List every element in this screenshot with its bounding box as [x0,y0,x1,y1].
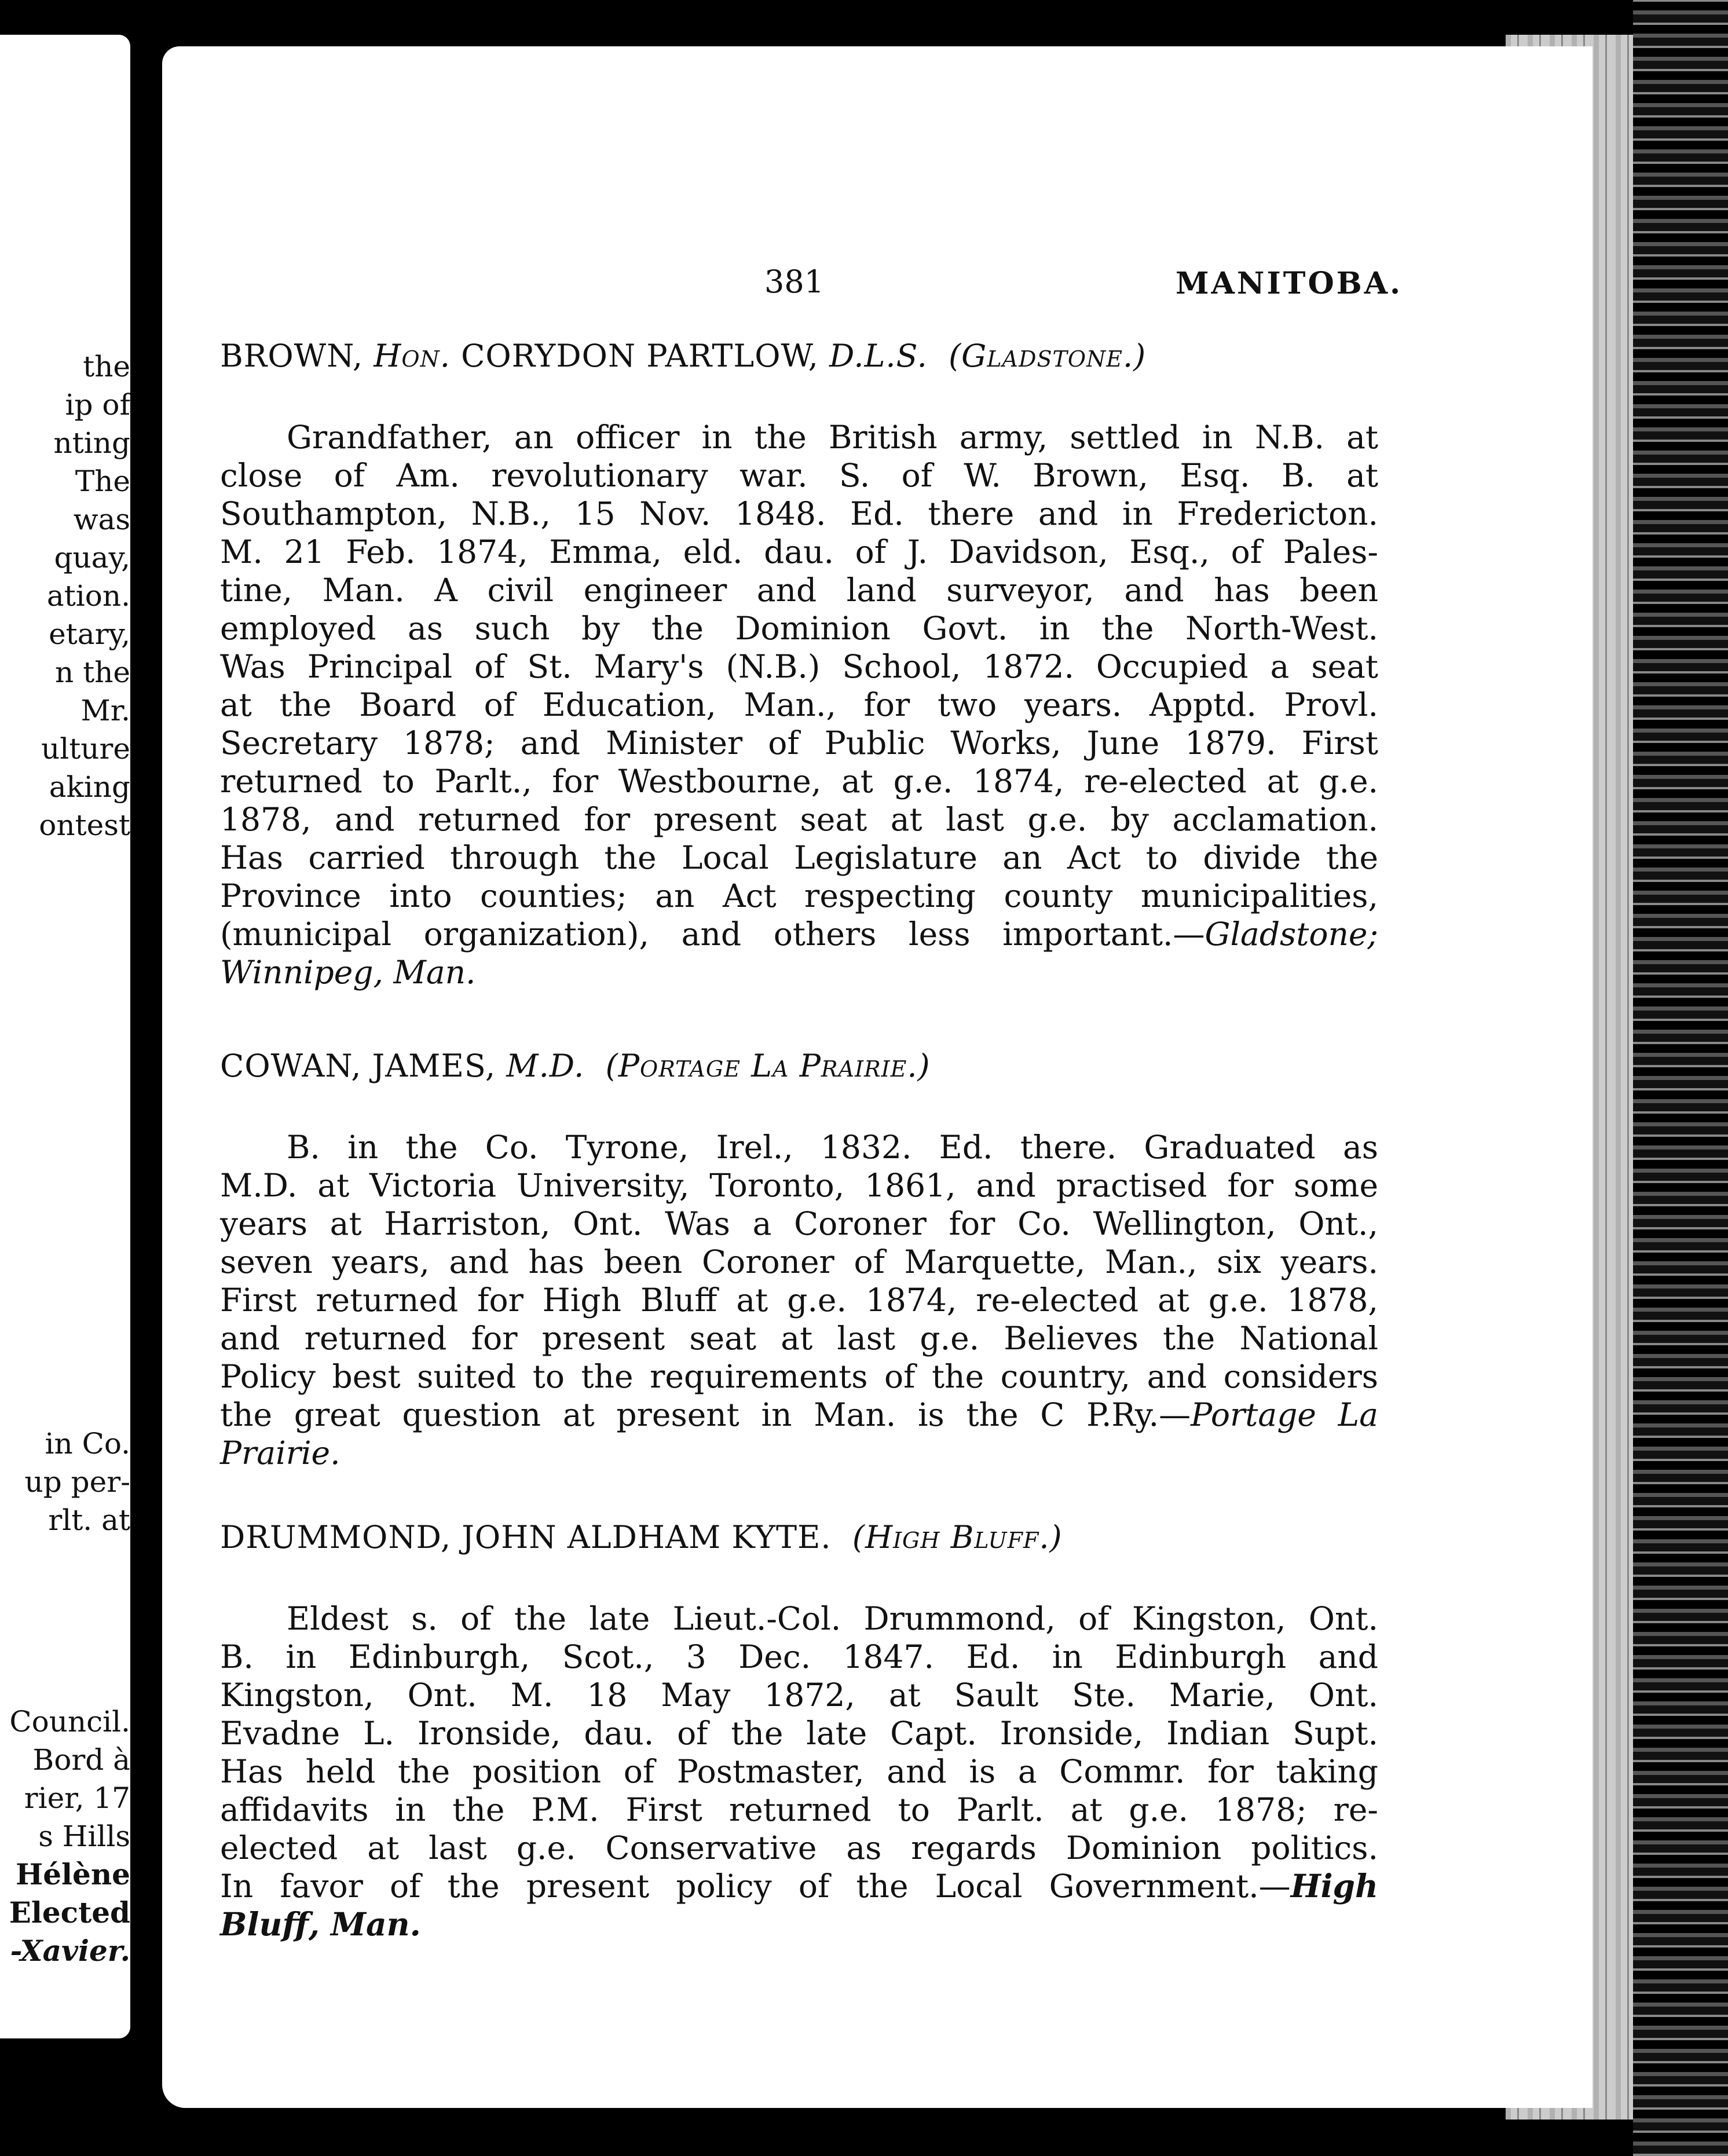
heading-surname: COWAN, [220,1048,362,1084]
text-line: Was Principal of St. Mary's (N.B.) School, 1872. Occupied a seat [220,648,1378,685]
text-line: and returned for present seat at last g.e. Believes the National [220,1320,1378,1357]
heading-names: JAMES, [372,1048,496,1084]
text-line: Policy best suited to the requirements of the country, and considers [220,1358,1378,1395]
text-line: at the Board of Education, Man., for two years. Apptd. Provl. [220,686,1378,723]
margin-fragment: ation. [46,579,130,613]
text-line: seven years, and has been Coroner of Marquette, Man., six years. [220,1243,1378,1280]
heading-place: (High Bluff.) [852,1519,1063,1555]
text-span: (municipal organization), and others less important.— [220,916,1205,953]
margin-fragment: The [75,464,130,498]
book-page [162,46,1592,2108]
margin-fragment: Mr. [80,694,130,727]
text-line: years at Harriston, Ont. Was a Coroner for Co. Wellington, Ont., [220,1205,1378,1242]
text-line: B. in Edinburgh, Scot., 3 Dec. 1847. Ed. in Edinburgh and [220,1638,1378,1675]
text-line: 1878, and returned for present seat at last g.e. by acclamation. [220,801,1378,838]
heading-title: Hon. [374,338,451,374]
residence-line: Bluff, Man. [220,1905,421,1943]
margin-fragment: was [73,503,130,536]
margin-fragment: Elected [9,1895,130,1930]
text-line: Has held the position of Postmaster, and is a Commr. for taking [220,1753,1378,1790]
residence-italic: Portage La [1191,1396,1378,1433]
margin-fragment: aking [49,770,130,804]
text-line [220,1867,1378,1905]
margin-fragment: ip of [65,388,130,422]
heading-place: (Portage La Prairie.) [605,1048,931,1084]
heading-place: (Gladstone.) [949,338,1147,374]
page-number: 381 [764,263,825,300]
text-span: In favor of the present policy of the Local Government.— [220,1868,1291,1905]
text-line: Southampton, N.B., 15 Nov. 1848. Ed. there and in Fredericton. [220,495,1378,532]
heading-names: CORYDON PARTLOW, [461,338,819,374]
margin-fragment: rlt. at [48,1503,130,1537]
text-span: the great question at present in Man. is the C P.Ry.— [220,1396,1191,1433]
margin-fragment: ontest [39,808,130,842]
margin-fragment: rier, 17 [24,1781,130,1815]
heading-names: JOHN ALDHAM KYTE. [462,1519,832,1555]
heading-postnominal: M.D. [506,1048,585,1084]
text-line: Has carried through the Local Legislature an Act to divide the [220,839,1378,876]
heading-surname: BROWN, [220,338,364,374]
facing-page-fragment [0,35,130,2038]
heading-postnominal: D.L.S. [829,338,928,374]
residence-italic: High [1290,1867,1378,1905]
text-line: affidavits in the P.M. First returned to Parlt. at g.e. 1878; re- [220,1791,1378,1828]
residence-italic: Gladstone; [1205,916,1378,953]
entry-heading [220,1517,1378,1558]
text-line: employed as such by the Dominion Govt. in the North-West. [220,610,1378,647]
text-line: Grandfather, an officer in the British army, settled in N.B. at [287,419,1378,456]
text-line [220,1396,1378,1434]
text-line: B. in the Co. Tyrone, Irel., 1832. Ed. there. Graduated as [287,1129,1378,1166]
margin-fragment: Hélène [15,1857,130,1891]
page-header [162,263,1592,310]
text-line: M.D. at Victoria University, Toronto, 1861, and practised for some [220,1167,1378,1204]
margin-fragment: the [83,350,130,383]
margin-fragment: n the [55,656,130,689]
residence-line: Prairie. [220,1434,341,1472]
text-line: Secretary 1878; and Minister of Public Works, June 1879. First [220,724,1378,762]
text-line: returned to Parlt., for Westbourne, at g.e. 1874, re-elected at g.e. [220,763,1378,800]
margin-fragment: ulture [41,732,130,766]
entry-brown [220,336,1378,991]
entry-drummond [220,1517,1378,1943]
text-line: close of Am. revolutionary war. S. of W. Brown, Esq. B. at [220,457,1378,494]
margin-fragment: Council. [9,1705,130,1738]
text-line: Province into counties; an Act respecting county municipalities, [220,877,1378,914]
text-line: M. 21 Feb. 1874, Emma, eld. dau. of J. Davidson, Esq., of Pales- [220,533,1378,570]
entry-heading [220,1046,1378,1086]
residence-line: Winnipeg, Man. [220,954,476,991]
margin-fragment: Bord à [32,1743,130,1777]
entry-cowan [220,1046,1378,1472]
margin-fragment: -Xavier. [10,1934,130,1968]
running-head: MANITOBA. [1176,266,1403,301]
text-line: elected at last g.e. Conservative as regards Dominion politics. [220,1829,1378,1866]
text-line: First returned for High Bluff at g.e. 1874, re-elected at g.e. 1878, [220,1282,1378,1319]
heading-surname: DRUMMOND, [220,1519,452,1555]
margin-fragment: quay, [54,541,130,574]
text-line: Evadne L. Ironside, dau. of the late Capt. Ironside, Indian Supt. [220,1715,1378,1752]
text-line: Eldest s. of the late Lieut.-Col. Drummond, of Kingston, Ont. [287,1600,1378,1637]
text-line: Kingston, Ont. M. 18 May 1872, at Sault Ste. Marie, Ont. [220,1677,1378,1714]
entry-heading [220,336,1378,376]
text-line: tine, Man. A civil engineer and land surveyor, and has been [220,572,1378,609]
margin-fragment: in Co. [45,1427,130,1460]
margin-fragment: nting [53,426,130,460]
scan-edge-dark [1633,0,1728,2156]
margin-fragment: up per- [24,1465,130,1499]
text-line [220,915,1378,953]
margin-fragment: s Hills [38,1820,130,1853]
margin-fragment: etary, [49,617,130,651]
